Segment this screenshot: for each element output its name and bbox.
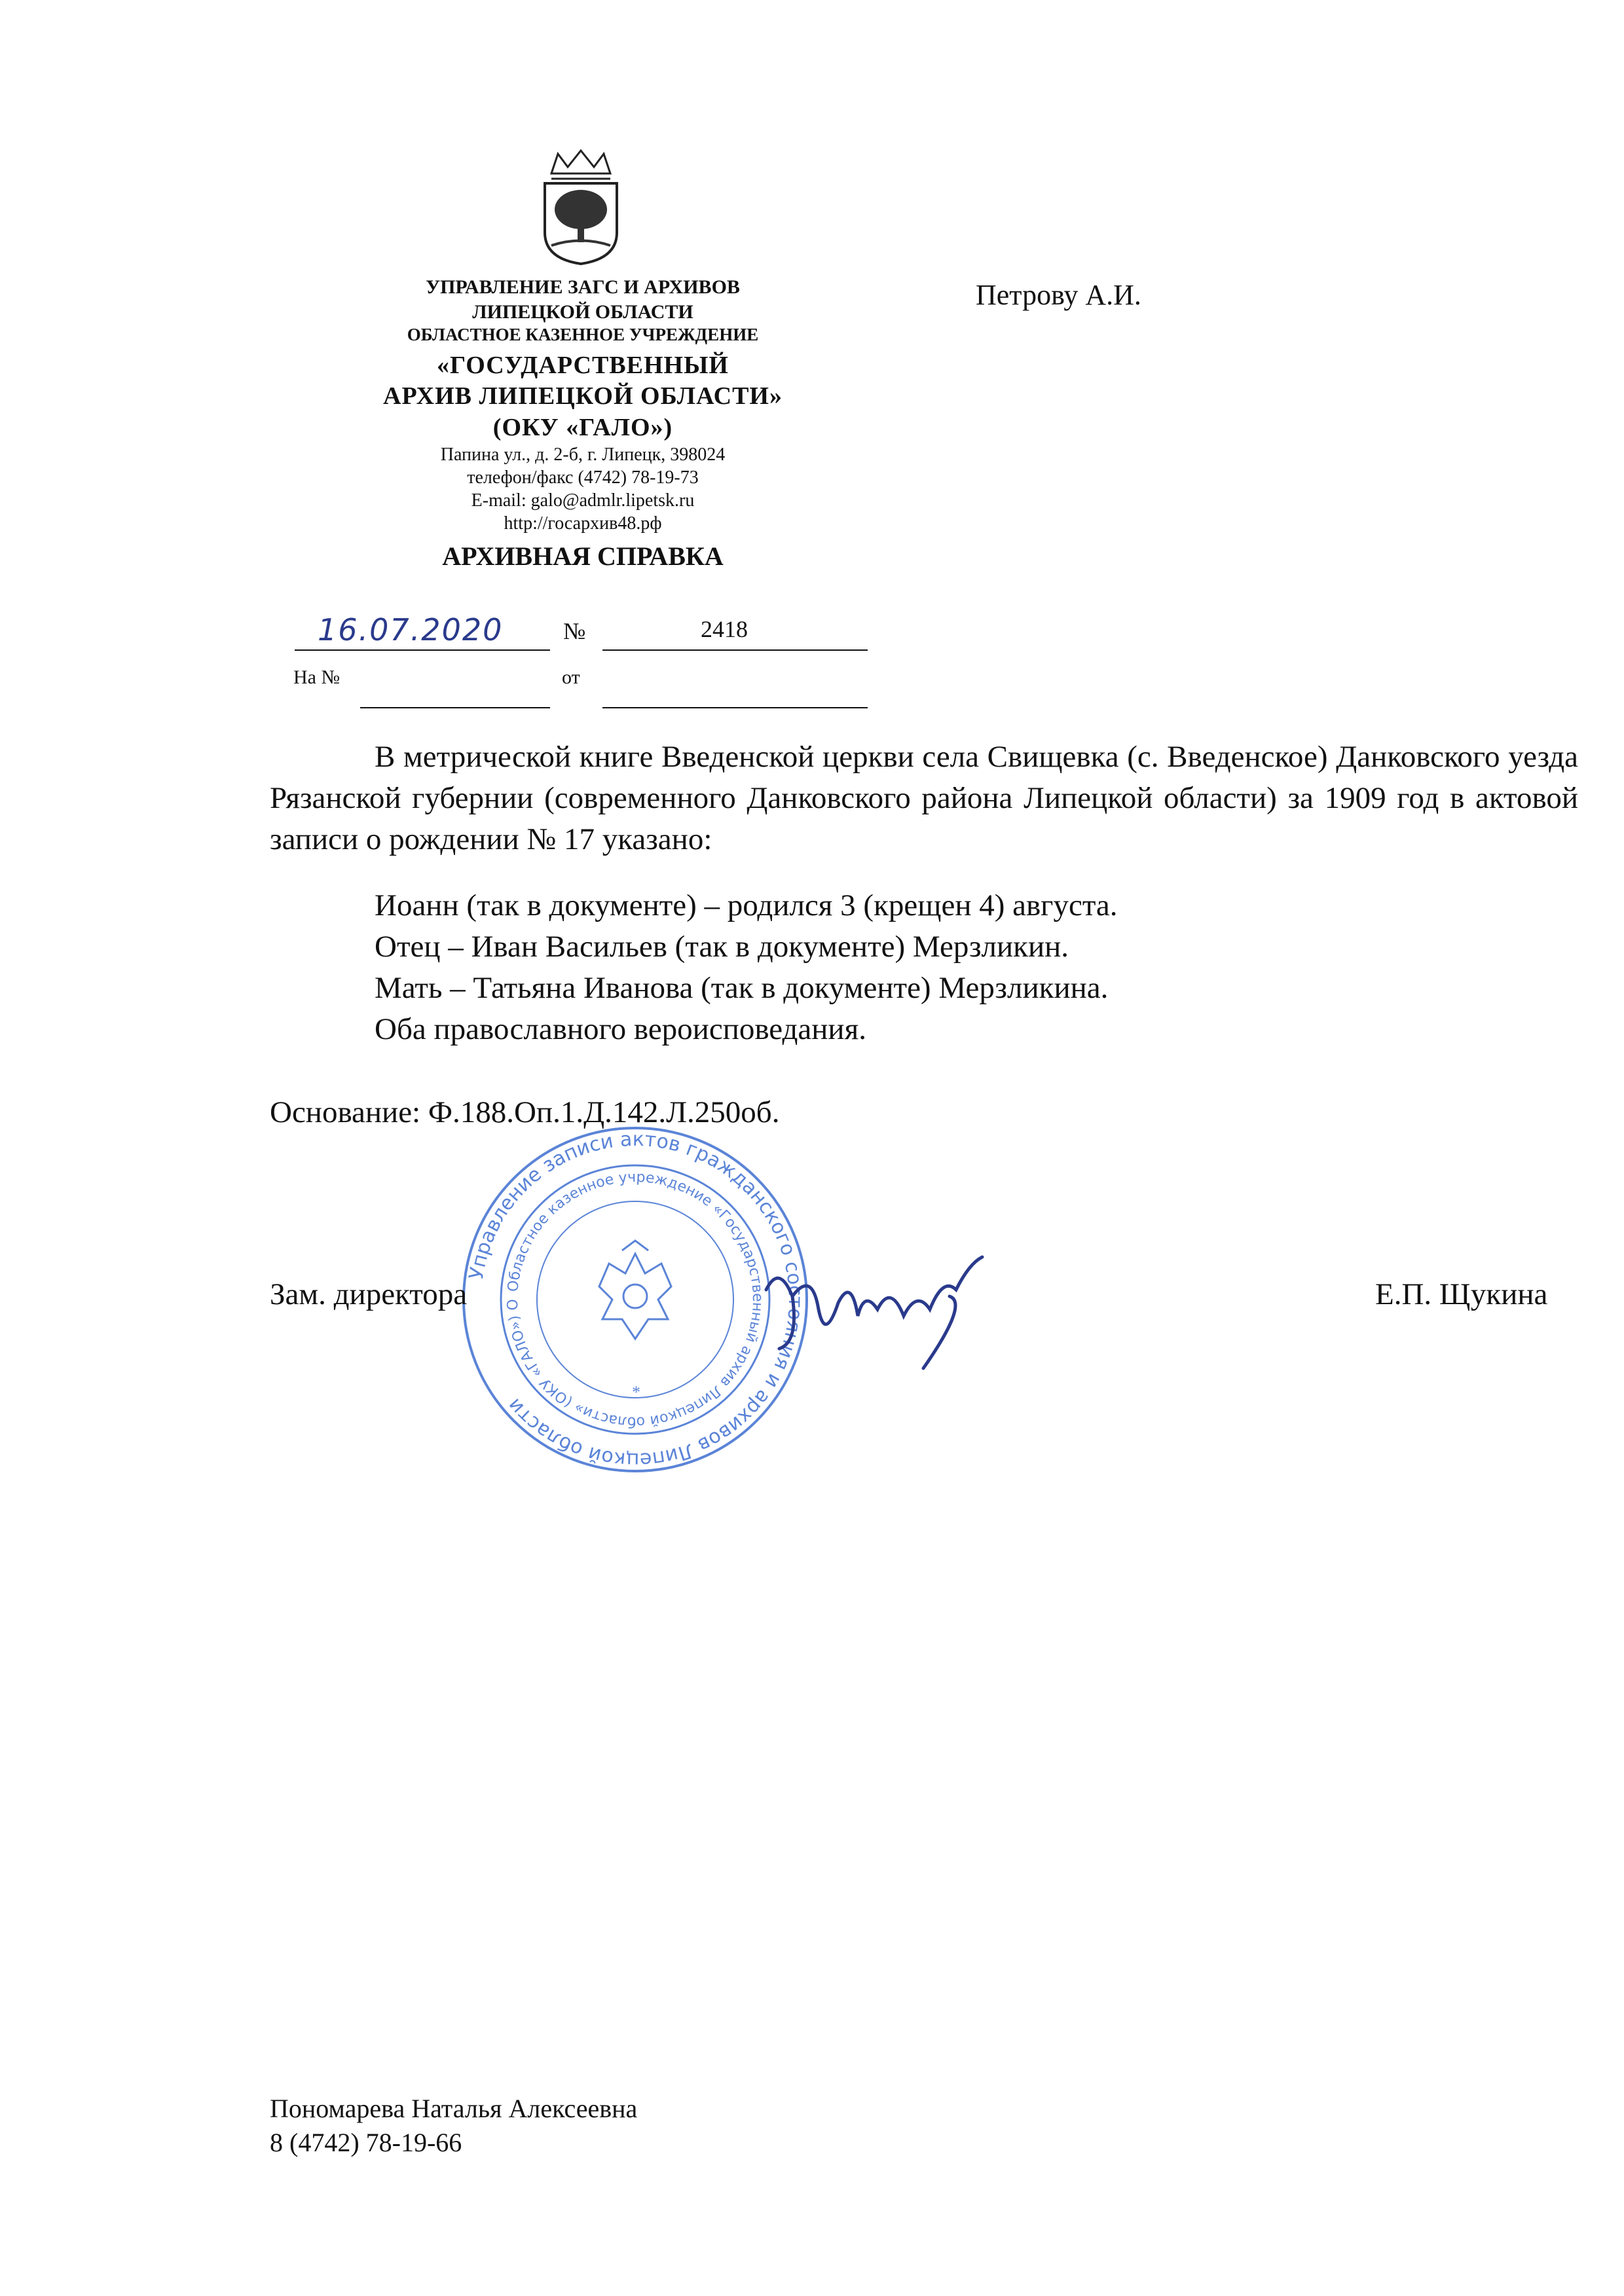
org-name-2: АРХИВ ЛИПЕЦКОЙ ОБЛАСТИ» [383, 382, 783, 410]
letterhead [341, 275, 825, 573]
document-number: 2418 [701, 616, 748, 642]
executor-name: Пономарева Наталья Алексеевна [270, 2094, 638, 2123]
from-label: от [562, 666, 580, 688]
addressee: Петрову А.И. [976, 279, 1141, 311]
header-line-2: ЛИПЕЦКОЙ ОБЛАСТИ [472, 301, 693, 323]
reference-line [360, 707, 550, 708]
handwritten-date: 16.07.2020 [318, 612, 504, 647]
date-line [295, 649, 550, 651]
signatory-name: Е.П. Щукина [1375, 1277, 1548, 1311]
executor-info [270, 2092, 637, 2160]
document-title: АРХИВНАЯ СПРАВКА [442, 541, 724, 572]
executor-phone: 8 (4742) 78-19-66 [270, 2128, 462, 2157]
record-line-1: Иоанн (так в документе) – родился 3 (крещен 4) августа. [375, 888, 1118, 922]
org-name-3: (ОКУ «ГАЛО») [492, 413, 673, 441]
org-email: E-mail: galo@admlr.lipetsk.ru [471, 490, 695, 511]
from-line [602, 707, 868, 708]
header-line-1: УПРАВЛЕНИЕ ЗАГС И АРХИВОВ [426, 276, 740, 298]
svg-text:*: * [632, 1383, 640, 1402]
record-line-3: Мать – Татьяна Иванова (так в документе) Мерзликина. [375, 971, 1109, 1005]
svg-text:Областное казенное учреждение: Областное казенное учреждение «Государственный архив Липецкой области» (ОКУ «ГАЛО») О [504, 1169, 766, 1430]
svg-text:Управление записи актов гражда: Управление записи актов гражданского состояния и архивов Липецкой области [465, 1127, 807, 1472]
paragraph-text: В метрической книге Введенской церкви села Свищевка (с. Введенское) Данковского уезда Рязанской губернии (современного Данковского района Липецкой области) за 1909 год в актовой записи о рождении № 17 указано: [270, 740, 1578, 856]
number-label: № [563, 618, 586, 644]
org-phone: телефон/факс (4742) 78-19-73 [467, 467, 699, 488]
header-line-3: ОБЛАСТНОЕ КАЗЕННОЕ УЧРЕЖДЕНИЕ [407, 325, 759, 344]
signatory-position: Зам. директора [270, 1277, 468, 1311]
coat-of-arms-logo [532, 147, 630, 265]
org-name-1: «ГОСУДАРСТВЕННЫЙ [437, 351, 729, 379]
org-website: http://госархив48.рф [504, 513, 662, 534]
main-paragraph [270, 737, 1578, 860]
reference-label: На № [293, 666, 341, 688]
handwritten-signature [753, 1250, 1002, 1381]
basis-reference: Основание: Ф.188.Оп.1.Д.142.Л.250об. [270, 1095, 780, 1129]
org-address: Папина ул., д. 2-б, г. Липецк, 398024 [440, 445, 726, 465]
number-line [602, 649, 868, 651]
record-line-2: Отец – Иван Васильев (так в документе) Мерзликин. [375, 930, 1069, 964]
record-line-4: Оба православного вероисповедания. [375, 1012, 866, 1046]
